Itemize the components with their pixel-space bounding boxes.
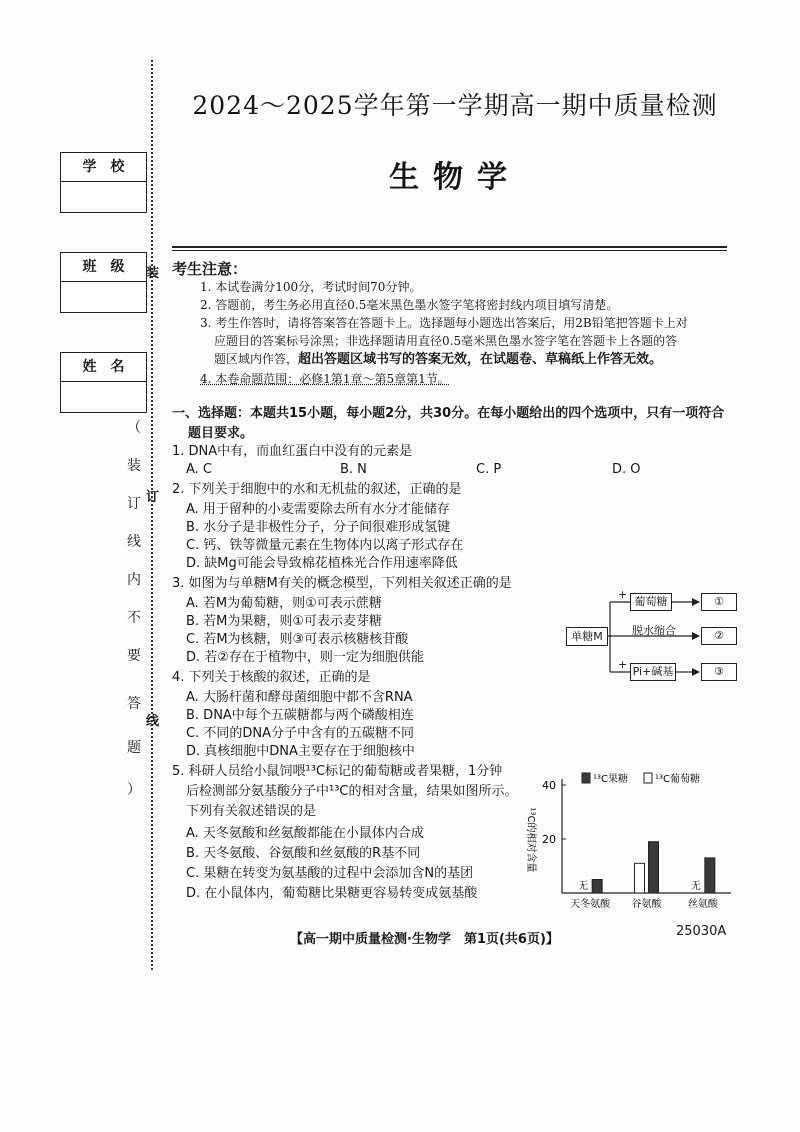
chart-y-tick-label-0: 20 <box>542 833 556 846</box>
diagram-source-box: 单糖M <box>566 627 608 646</box>
header-rule-thin <box>172 250 727 251</box>
q4-stem: 4. 下列关于核酸的叙述，正确的是 <box>172 670 371 685</box>
paper-code: 25030A <box>676 924 727 939</box>
diagram-plus-1: + <box>618 588 628 601</box>
q2-stem: 2. 下列关于细胞中的水和无机盐的叙述，正确的是 <box>172 482 462 497</box>
diagram-plus-2: + <box>618 658 628 671</box>
chart-y-tick-label-1: 40 <box>542 779 556 792</box>
margin-note-9: ） <box>127 782 141 798</box>
margin-note-5: 不 <box>127 610 141 626</box>
chart-legend-label-0: ¹³C果糖 <box>593 774 628 785</box>
diagram-pi-base-box: Pi+碱基 <box>630 663 676 681</box>
diagram-glucose-box: 葡萄糖 <box>630 593 672 611</box>
page-footer: 【高一期中质量检测·生物学 第1页(共6页)】 <box>290 932 559 947</box>
q1-option-d: D. O <box>612 462 641 477</box>
q5-option-c: C. 果糖在转变为氨基酸的过程中会添加含N的基团 <box>186 866 474 881</box>
q1-option-a: A. C <box>186 462 213 477</box>
chart-x-label-1: 谷氨酸 <box>631 899 662 910</box>
q1-option-c: C. P <box>476 462 502 477</box>
margin-note-1: 装 <box>127 458 141 474</box>
margin-note-0: （ <box>127 420 141 436</box>
margin-note-4: 内 <box>127 572 141 588</box>
q2-option-d: D. 缺Mg可能会导致棉花植株光合作用速率降低 <box>186 556 458 571</box>
amino-acid-chart <box>516 765 736 915</box>
q3-option-a: A. 若M为葡萄糖，则①可表示蔗糖 <box>186 596 382 611</box>
chart-legend-swatch-1 <box>644 773 652 783</box>
chart-bar-0-0 <box>592 880 602 894</box>
chart-legend-swatch-0 <box>582 773 590 783</box>
chart-y-label: ¹³C的相对含量 <box>525 807 536 873</box>
q5-option-a: A. 天冬氨酸和丝氨酸都能在小鼠体内合成 <box>186 826 424 841</box>
exam-title: 2024～2025学年第一学期高一期中质量检测 <box>192 91 718 120</box>
margin-note-2: 订 <box>127 496 141 512</box>
diagram-output-2: ② <box>701 627 737 645</box>
q4-option-d: D. 真核细胞中DNA主要存在于细胞核中 <box>186 744 415 759</box>
name-box <box>60 352 147 413</box>
notice-item-3-cont: 应题目的答案标号涂黑；非选择题请用直径0.5毫米黑色墨水签字笔在答题卡上各题的答 <box>214 334 678 348</box>
margin-note-3: 线 <box>127 534 141 550</box>
notice-item-1: 1. 本试卷满分100分，考试时间70分钟。 <box>200 280 422 294</box>
q3-option-b: B. 若M为果糖，则①可表示麦芽糖 <box>186 614 383 629</box>
chart-bar-1-1 <box>635 863 645 893</box>
notice-item-3-cont2 <box>214 350 734 369</box>
q4-option-c: C. 不同的DNA分子中含有的五碳糖不同 <box>186 726 414 741</box>
notice-item-4 <box>200 370 735 388</box>
notice-bold-warning: 超出答题区域书写的答案无效，在试题卷、草稿纸上作答无效。 <box>298 352 663 367</box>
margin-note-6: 要 <box>127 648 141 664</box>
notice-item-2: 2. 答题前，考生务必用直径0.5毫米黑色墨水签字笔将密封线内项目填写清楚。 <box>200 298 619 312</box>
school-box <box>60 152 147 213</box>
chart-bar-0-1 <box>649 842 659 893</box>
school-label: 学校 <box>61 153 146 182</box>
chart-canvas <box>516 765 736 915</box>
school-field[interactable] <box>61 182 146 212</box>
q3-stem: 3. 如图为与单糖M有关的概念模型，下列相关叙述正确的是 <box>172 576 512 591</box>
q2-option-b: B. 水分子是非极性分子，分子间很难形成氢键 <box>186 520 451 535</box>
notice-item-4-text: 4. 本卷命题范围：必修1第1章～第5章第1节。 <box>200 372 450 386</box>
q5-option-b: B. 天冬氨酸、谷氨酸和丝氨酸的R基不同 <box>186 846 421 861</box>
q4-option-a: A. 大肠杆菌和酵母菌细胞中都不含RNA <box>186 690 413 705</box>
q5-option-d: D. 在小鼠体内，葡萄糖比果糖更容易转变成氨基酸 <box>186 886 478 901</box>
name-field[interactable] <box>61 382 146 412</box>
diagram-output-3: ③ <box>701 663 737 681</box>
q3-option-d: D. 若②存在于植物中，则一定为细胞供能 <box>186 650 424 665</box>
diagram-output-1: ① <box>701 593 737 611</box>
margin-note-7: 答 <box>127 696 141 712</box>
q3-option-c: C. 若M为核糖，则③可表示核糖核苷酸 <box>186 632 409 647</box>
exam-subject: 生物学 <box>389 160 521 195</box>
q1-option-b: B. N <box>340 462 367 477</box>
binding-ding: 订 <box>146 490 160 505</box>
chart-missing-1-2: 无 <box>690 881 701 892</box>
name-label: 姓名 <box>61 353 146 382</box>
class-label: 班级 <box>61 253 146 282</box>
binding-dotted-line <box>151 60 153 970</box>
section-heading-cont: 题目要求。 <box>188 426 254 441</box>
binding-xian: 线 <box>146 714 160 729</box>
q5-stem-line1: 5. 科研人员给小鼠饲喂¹³C标记的葡萄糖或者果糖，1分钟 <box>172 764 503 779</box>
notice-heading: 考生注意： <box>172 260 248 278</box>
chart-legend-label-1: ¹³C葡萄糖 <box>655 774 700 785</box>
class-box <box>60 252 147 313</box>
q2-option-c: C. 钙、铁等微量元素在生物体内以离子形式存在 <box>186 538 464 553</box>
notice-item-3-text: 题区域内作答， <box>214 352 299 366</box>
q4-option-b: B. DNA中每个五碳糖都与两个磷酸相连 <box>186 708 414 723</box>
chart-bar-0-2 <box>705 858 715 893</box>
section-heading: 一、选择题：本题共15小题，每小题2分，共30分。在每小题给出的四个选项中，只有一项符合 <box>172 406 725 421</box>
q5-stem-line2: 后检测部分氨基酸分子中¹³C的相对含量，结果如图所示。 <box>186 784 518 799</box>
q5-stem-line3: 下列有关叙述错误的是 <box>186 804 317 819</box>
class-field[interactable] <box>61 282 146 312</box>
chart-x-label-2: 丝氨酸 <box>687 899 718 910</box>
chart-x-label-0: 天冬氨酸 <box>570 899 611 910</box>
diagram-dehydration-label: 脱水缩合 <box>632 624 676 637</box>
chart-missing-1-0: 无 <box>578 881 589 892</box>
q2-option-a: A. 用于留种的小麦需要除去所有水分才能储存 <box>186 502 450 517</box>
margin-note-8: 题 <box>127 740 141 756</box>
header-rule <box>172 246 727 248</box>
notice-item-3: 3. 考生作答时，请将答案答在答题卡上。选择题每小题选出答案后，用2B铅笔把答题卡上对 <box>200 316 688 330</box>
binding-zhuang: 装 <box>146 266 160 281</box>
q1-stem: 1. DNA中有，而血红蛋白中没有的元素是 <box>172 444 413 459</box>
